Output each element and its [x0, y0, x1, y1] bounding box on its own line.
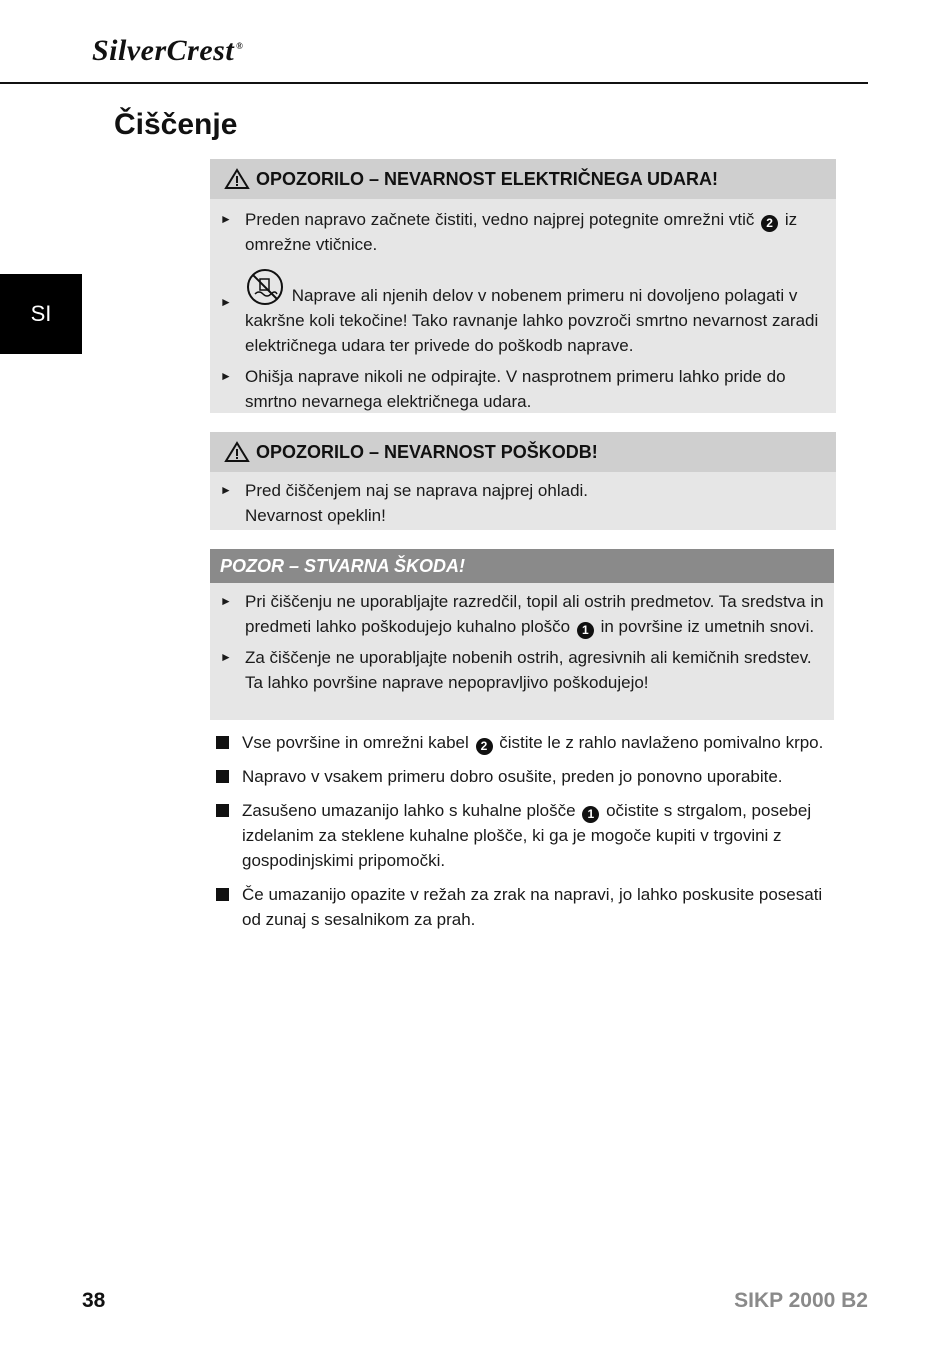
reference-number: 2 — [476, 738, 493, 755]
reference-number: 1 — [577, 622, 594, 639]
arrow-bullet-icon: ► — [220, 594, 232, 608]
square-bullet-icon — [216, 888, 229, 901]
header-divider — [0, 82, 868, 84]
list-item — [210, 589, 824, 639]
list-item — [210, 364, 826, 414]
warning-electric-box — [210, 159, 836, 413]
model-number: SIKP 2000 B2 — [734, 1289, 868, 1312]
list-item — [210, 645, 824, 695]
list-item — [210, 263, 826, 358]
list-item — [216, 882, 832, 932]
item-text: čistite le z rahlo navlaženo pomivalno krpo. — [499, 733, 824, 752]
item-text: Preden napravo začnete čistiti, vedno najprej potegnite omrežni vtič — [245, 210, 755, 229]
item-text: iz omrežne vtičnice. — [245, 210, 798, 254]
item-text: Naprave ali njenih delov v nobenem primeru ni dovoljeno polagati v kakršne koli tekočine! Tako ravnanje lahko povzroči smrtno nevarnost zaradi električnega udara ter privede do poškodb naprave. — [245, 286, 819, 355]
list-item — [210, 478, 826, 528]
warning-injury-list — [210, 472, 836, 538]
caution-box — [210, 549, 834, 720]
square-bullet-icon — [216, 736, 229, 749]
item-text: Napravo v vsakem primeru dobro osušite, preden jo ponovno uporabite. — [242, 767, 783, 786]
warning-injury-box — [210, 432, 836, 530]
item-text: in površine iz umetnih snovi. — [600, 617, 815, 636]
arrow-bullet-icon: ► — [220, 295, 232, 309]
reference-number: 1 — [582, 806, 599, 823]
item-text: Za čiščenje ne uporabljajte nobenih ostrih, agresivnih ali kemičnih sredstev. Ta lahko površine naprave nepopravljivo poškodujejo! — [245, 648, 812, 692]
warning-triangle-icon — [224, 168, 250, 190]
list-item — [216, 730, 832, 755]
registered-mark: ® — [236, 41, 244, 51]
item-text: očistite s strgalom, posebej izdelanim za steklene kuhalne plošče, ki ga je mogoče kupiti v trgovini z gospodinjskimi pripomočki. — [242, 801, 812, 870]
list-item — [216, 798, 832, 873]
item-text: Ohišja naprave nikoli ne odpirajte. V nasprotnem primeru lahko pride do smrtno nevarnega električnega udara. — [245, 367, 786, 411]
list-item — [210, 207, 826, 257]
logo-text: SilverCrest — [92, 34, 235, 67]
item-text: Pred čiščenjem naj se naprava najprej ohladi. — [245, 481, 589, 500]
cleaning-steps — [216, 730, 832, 941]
page-title: Čiščenje — [114, 108, 238, 141]
brand-logo — [92, 34, 243, 68]
item-text: Vse površine in omrežni kabel — [242, 733, 469, 752]
language-tab: SI — [0, 274, 82, 354]
item-text: Če umazanijo opazite v režah za zrak na napravi, jo lahko poskusite posesati od zunaj s sesalnikom za prah. — [242, 885, 823, 929]
item-text: Nevarnost opeklin! — [245, 506, 386, 525]
warning-electric-heading — [210, 159, 836, 199]
reference-number: 2 — [761, 215, 778, 232]
arrow-bullet-icon: ► — [220, 369, 232, 383]
caution-heading: POZOR – STVARNA ŠKODA! — [210, 549, 834, 583]
list-item — [216, 764, 832, 789]
item-text: Pri čiščenju ne uporabljajte razredčil, topil ali ostrih predmetov. Ta sredstva in predmeti lahko poškodujejo kuhalno ploščo — [245, 592, 824, 636]
warning-injury-heading-text: OPOZORILO – NEVARNOST POŠKODB! — [256, 441, 598, 462]
square-bullet-icon — [216, 804, 229, 817]
warning-triangle-icon — [224, 441, 250, 463]
page-number: 38 — [82, 1289, 106, 1312]
item-text: Zasušeno umazanijo lahko s kuhalne plošče — [242, 801, 576, 820]
square-bullet-icon — [216, 770, 229, 783]
arrow-bullet-icon: ► — [220, 212, 232, 226]
warning-electric-heading-text: OPOZORILO – NEVARNOST ELEKTRIČNEGA UDARA! — [256, 168, 719, 189]
warning-electric-list — [210, 199, 836, 424]
caution-list — [210, 583, 834, 705]
warning-injury-heading — [210, 432, 836, 472]
arrow-bullet-icon: ► — [220, 650, 232, 664]
arrow-bullet-icon: ► — [220, 483, 232, 497]
no-immersion-icon — [245, 267, 285, 307]
